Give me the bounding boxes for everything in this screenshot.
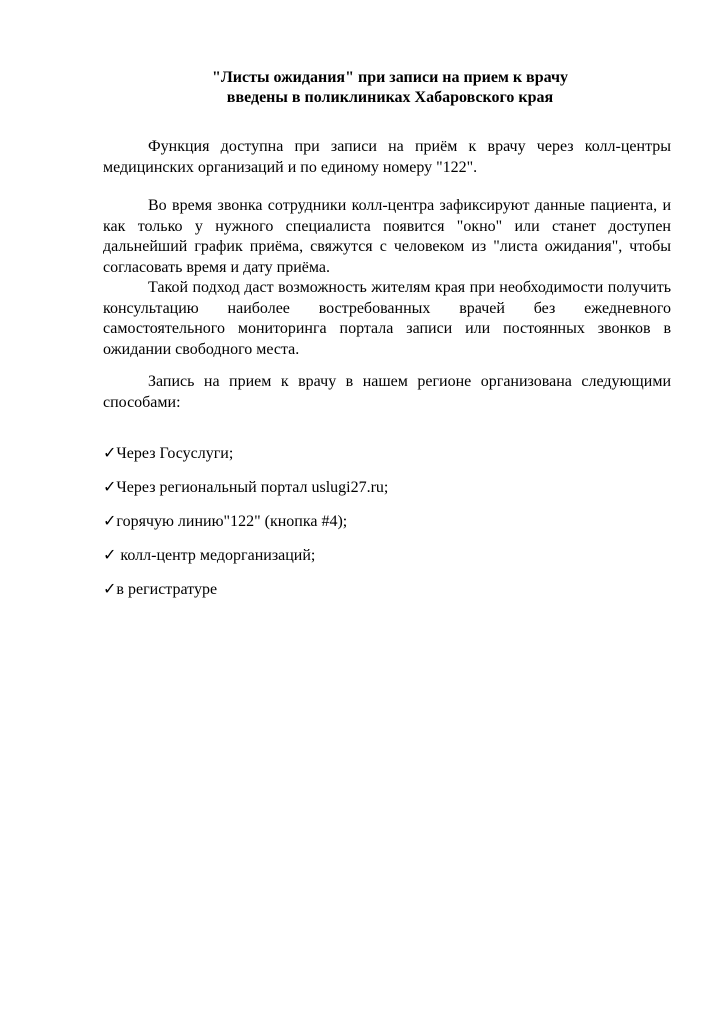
list-item-text: Через Госуслуги;: [116, 445, 234, 462]
list-item: [103, 545, 663, 579]
paragraph-block-2: [103, 196, 671, 360]
title-line-2: введены в поликлиниках Хабаровского края: [226, 89, 554, 106]
list-item: [103, 579, 663, 613]
list-item: [103, 477, 663, 511]
methods-list: [103, 443, 663, 613]
checkmark-icon: ✓: [103, 545, 117, 564]
list-item-text: горячую линию"122" (кнопка #4);: [116, 513, 348, 530]
checkmark-icon: ✓: [103, 443, 117, 462]
list-item: [103, 511, 663, 545]
list-item-text: в регистратуре: [116, 581, 218, 598]
document-title: [100, 68, 680, 108]
paragraph-function-availability: Функция доступна при записи на приём к врачу через колл-центры медицинских организаций и по единому номеру "122".: [103, 138, 671, 176]
paragraph-call-center: Во время звонка сотрудники колл-центра зафиксируют данные пациента, и как только у нужного специалиста появится "окно" или станет доступен дальнейший график приёма, свяжутся с человеком из "листа ожидания", чтобы согласовать время и дату приёма.: [103, 197, 671, 276]
checkmark-icon: ✓: [103, 579, 117, 598]
checkmark-icon: ✓: [103, 477, 117, 496]
list-item-text: Через региональный портал uslugi27.ru;: [116, 479, 389, 496]
paragraph-block-1: [103, 137, 671, 178]
title-line-1: "Листы ожидания" при записи на прием к врачу: [212, 69, 568, 86]
list-item-text: колл-центр медорганизаций;: [116, 547, 316, 564]
paragraph-methods-intro: Запись на прием к врачу в нашем регионе организована следующими способами:: [103, 373, 671, 411]
paragraph-block-3: [103, 372, 671, 413]
checkmark-icon: ✓: [103, 511, 117, 530]
paragraph-approach: Такой подход даст возможность жителям края при необходимости получить консультацию наиболее востребованных врачей без ежедневного самостоятельного мониторинга портала записи или постоянных звонков в ожидании свободного места.: [103, 279, 671, 358]
list-item: [103, 443, 663, 477]
